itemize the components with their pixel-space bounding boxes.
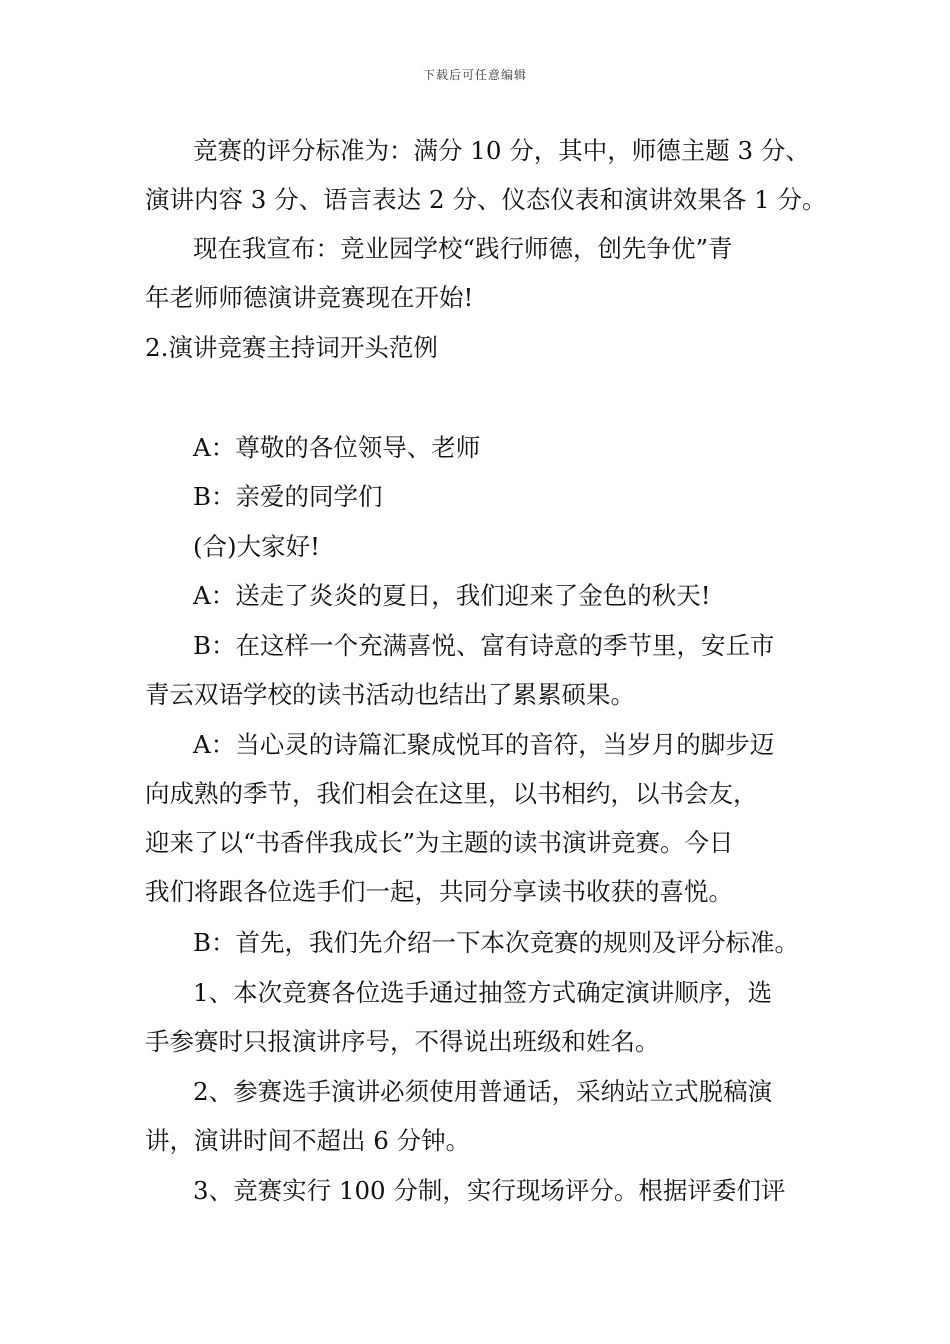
text-line: A：当心灵的诗篇汇聚成悦耳的音符，当岁月的脚步迈 bbox=[193, 730, 775, 759]
text-line: 青云双语学校的读书活动也结出了累累硕果。 bbox=[145, 680, 635, 709]
text-line: 演讲内容 3 分、语言表达 2 分、仪态仪表和演讲效果各 1 分。 bbox=[145, 185, 827, 214]
text-line: 向成熟的季节，我们相会在这里，以书相约，以书会友， bbox=[145, 779, 758, 808]
text-line: 我们将跟各位选手们一起，共同分享读书收获的喜悦。 bbox=[145, 877, 733, 906]
text-line: A：送走了炎炎的夏日，我们迎来了金色的秋天! bbox=[193, 581, 711, 610]
text-line: 讲，演讲时间不超出 6 分钟。 bbox=[145, 1126, 471, 1155]
page-header: 下载后可任意编辑 bbox=[422, 68, 527, 82]
text-line: 3、竞赛实行 100 分制，实行现场评分。根据评委们评 bbox=[193, 1176, 786, 1205]
text-line: (合)大家好! bbox=[193, 532, 320, 561]
text-line: B：首先，我们先介绍一下本次竞赛的规则及评分标准。 bbox=[193, 928, 800, 957]
text-line: 1、本次竞赛各位选手通过抽签方式确定演讲顺序，选 bbox=[193, 978, 773, 1007]
section-heading: 2.演讲竞赛主持词开头范例 bbox=[145, 333, 438, 362]
text-line: B：亲爱的同学们 bbox=[193, 482, 383, 511]
text-line: 手参赛时只报演讲序号，不得说出班级和姓名。 bbox=[145, 1027, 660, 1056]
text-line: 年老师师德演讲竞赛现在开始! bbox=[145, 283, 474, 312]
text-line: A：尊敬的各位领导、老师 bbox=[193, 433, 481, 462]
text-line: 2、参赛选手演讲必须使用普通话，采纳站立式脱稿演 bbox=[193, 1077, 773, 1106]
text-line: 迎来了以“书香伴我成长”为主题的读书演讲竞赛。今日 bbox=[145, 828, 734, 857]
text-line: B：在这样一个充满喜悦、富有诗意的季节里，安丘市 bbox=[193, 631, 775, 660]
text-line: 竞赛的评分标准为：满分 10 分，其中，师德主题 3 分、 bbox=[193, 136, 810, 165]
text-line: 现在我宣布：竞业园学校“践行师德，创先争优”青 bbox=[193, 234, 733, 263]
